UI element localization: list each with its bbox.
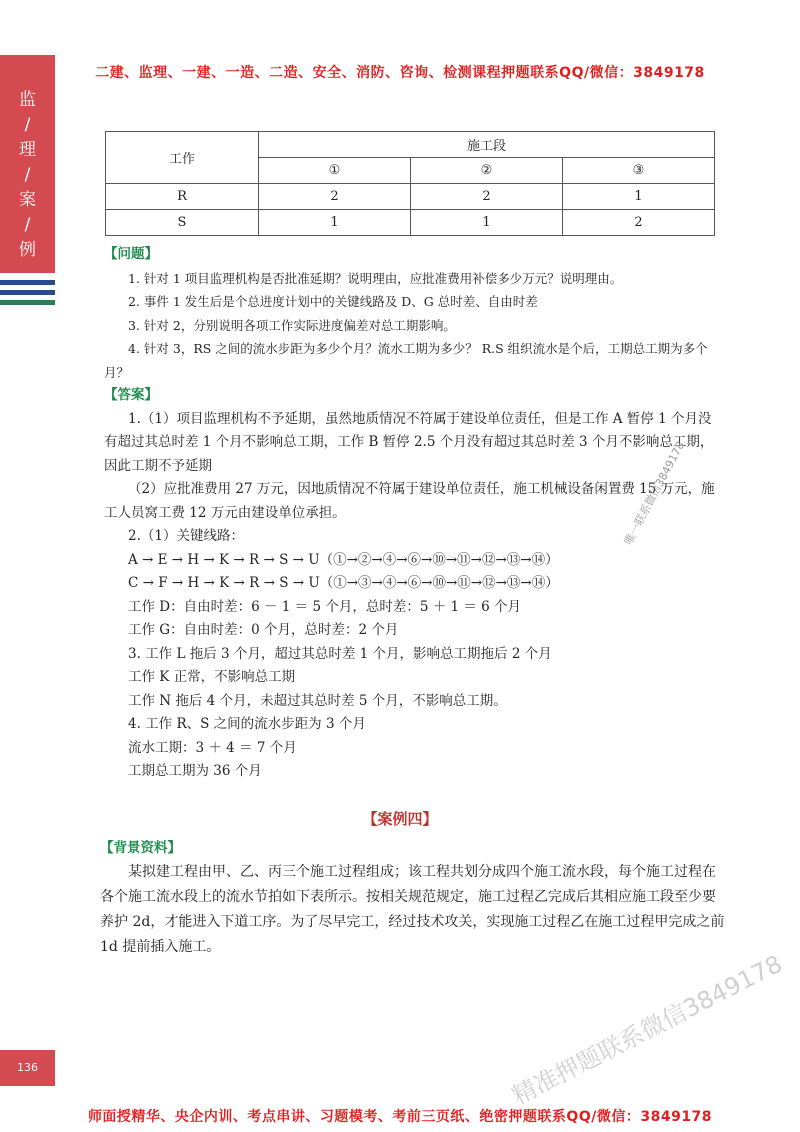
critical-path: A → E → H → K → R → S → U（①→②→④→⑥→⑩→⑪→⑫→⑬→⑭） [128, 551, 559, 568]
critical-path: C → F → H → K → R → S → U（①→③→④→⑥→⑩→⑪→⑫→⑬→⑭） [128, 575, 559, 591]
answers-header: 【答案】 [104, 387, 158, 403]
question-item: 3. 针对 2，分别说明各项工作实际进度偏差对总工期影响。 [128, 317, 456, 333]
bottom-banner: 师面授精华、央企内训、考点串讲、习题模考、考前三页纸、绝密押题联系QQ/微信：3849178 [87, 1109, 713, 1125]
table-header-work: 工作 [106, 132, 259, 184]
answer-item: 1.（1）项目监理机构不予延期，虽然地质情况不符属于建设单位责任，但是工作 A 暂停 1 个月没有超过其总时差 1 个月不影响总工期，工作 B 暂停 2.5 个月没有超过其总时差 3 个月不影响总工期，因此工期不予延期 [104, 410, 714, 474]
watermark-large: 精准押题联系微信3849178 [507, 949, 787, 1111]
table-cell: 1 [259, 210, 411, 236]
table-row [106, 210, 715, 236]
table-header-group: 施工段 [259, 132, 715, 158]
answer-item: 工作 D：自由时差：6 － 1 ＝ 5 个月，总时差：5 ＋ 1 ＝ 6 个月 [128, 598, 522, 615]
question-item: 1. 针对 1 项目监理机构是否批准延期？说明理由，应批准费用补偿多少万元？说明理由。 [128, 270, 623, 286]
table-cell: 1 [411, 210, 563, 236]
table-subheader-cell: ③ [563, 158, 715, 184]
answer-item: 工期总工期为 36 个月 [128, 763, 262, 779]
qa-content [104, 243, 724, 784]
questions-header: 【问题】 [104, 246, 158, 262]
answer-item: 流水工期：3 ＋ 4 ＝ 7 个月 [128, 739, 297, 756]
sidebar-char: 案 [19, 190, 36, 210]
top-banner: 二建、监理、一建、一造、二造、安全、消防、咨询、检测课程押题联系QQ/微信：3849178 [95, 65, 705, 81]
table-cell: 1 [563, 184, 715, 210]
answer-item: 工作 G：自由时差：0 个月，总时差：2 个月 [128, 622, 399, 638]
table-cell: 2 [411, 184, 563, 210]
answer-item: 2.（1）关键线路： [128, 528, 244, 544]
answer-item: 4. 工作 R、S 之间的流水步距为 3 个月 [128, 716, 366, 732]
sidebar-char: 监 [19, 90, 36, 110]
sidebar-label [0, 88, 55, 263]
table-cell: S [106, 210, 259, 236]
sidebar-char: 理 [19, 140, 36, 160]
table-subheader-cell: ① [259, 158, 411, 184]
answer-item: 3. 工作 L 拖后 3 个月，超过其总时差 1 个月，影响总工期拖后 2 个月 [128, 645, 552, 662]
table-row [106, 184, 715, 210]
sidebar-char: / [24, 165, 31, 185]
table-subheader-cell: ② [411, 158, 563, 184]
stripe [0, 290, 55, 295]
answer-item: 工作 K 正常，不影响总工期 [128, 669, 296, 685]
background-text: 某拟建工程由甲、乙、丙三个施工过程组成；该工程共划分成四个施工流水段，每个施工过程在各个施工流水段上的流水节拍如下表所示。按相关规范规定，施工过程乙完成后其相应施工段至少要养护 2d，才能进入下道工序。为了尽早完工，经过技术攻关，实现施工过程乙在施工过程甲完成之前 1d 提前插入施工。 [100, 864, 725, 955]
question-item: 4. 针对 3，RS 之间的流水步距为多少个月？流水工期为多少？ R.S 组织流水是个后，工期总工期为多个月？ [104, 341, 708, 380]
table-cell: R [106, 184, 259, 210]
decorative-stripes [0, 280, 55, 310]
sidebar-char: / [24, 215, 31, 235]
stripe [0, 300, 55, 305]
page-number: 136 [0, 1050, 55, 1086]
background-header: 【背景资料】 [100, 840, 181, 856]
table-header-row [106, 132, 715, 158]
case-title: 【案例四】 [362, 810, 438, 828]
answer-item: （2）应批准费用 27 万元，因地质情况不符属于建设单位责任，施工机械设备闲置费 15 万元，施工人员窝工费 12 万元由建设单位承担。 [104, 481, 715, 521]
construction-segment-table [105, 131, 715, 236]
stripe [0, 280, 55, 285]
question-item: 2. 事件 1 发生后是个总进度计划中的关键线路及 D、G 总时差、自由时差 [128, 294, 538, 309]
sidebar-char: 例 [19, 240, 36, 260]
sidebar-char: / [24, 115, 31, 135]
answer-item: 工作 N 拖后 4 个月，未超过其总时差 5 个月，不影响总工期。 [128, 692, 507, 709]
table-cell: 2 [259, 184, 411, 210]
table-cell: 2 [563, 210, 715, 236]
watermark-small: 唯一联系微信3849178 [621, 439, 688, 548]
